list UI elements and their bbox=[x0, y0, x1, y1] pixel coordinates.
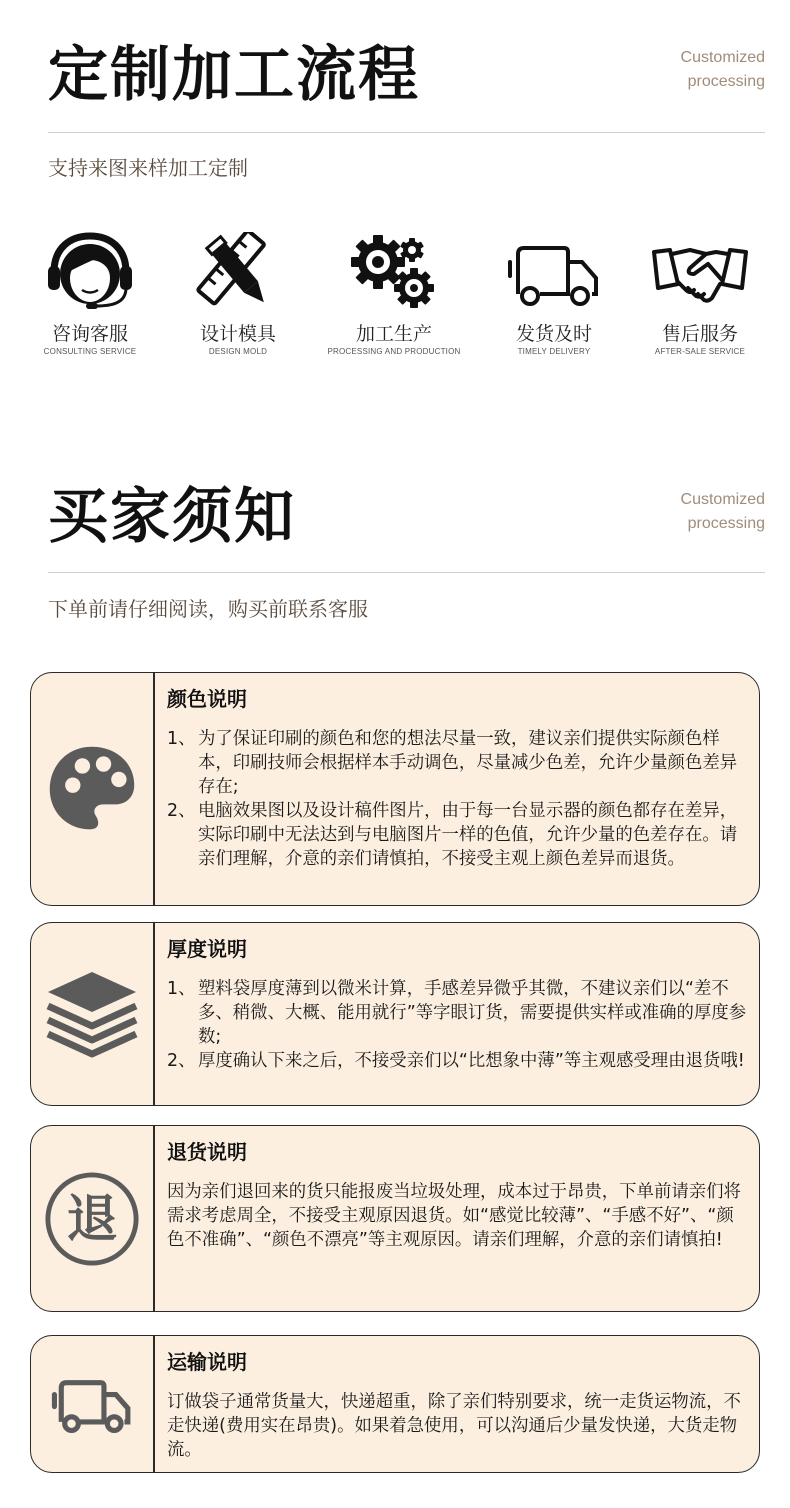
returns-card-title: 退货说明 bbox=[167, 1140, 247, 1164]
step-en-label: TIMELY DELIVERY bbox=[517, 347, 591, 356]
list-item-number: 2、 bbox=[167, 1051, 196, 1071]
process-en-line2: processing bbox=[687, 73, 765, 90]
step-consulting bbox=[20, 232, 160, 358]
layers-icon bbox=[42, 966, 142, 1062]
returns-icon-box bbox=[31, 1126, 153, 1311]
process-header bbox=[48, 40, 765, 140]
step-label: 加工生产 bbox=[355, 323, 432, 345]
step-design bbox=[168, 232, 308, 358]
list-item bbox=[167, 1049, 751, 1073]
thickness-icon-box bbox=[31, 923, 153, 1105]
card-divider bbox=[153, 1126, 155, 1311]
returns-card bbox=[30, 1125, 760, 1312]
step-en-label: AFTER-SALE SERVICE bbox=[654, 347, 746, 356]
notice-subtitle: 下单前请仔细阅读，购买前联系客服 bbox=[48, 597, 368, 621]
notice-en-title bbox=[681, 488, 765, 536]
process-divider bbox=[48, 132, 765, 133]
color-card-title: 颜色说明 bbox=[167, 687, 247, 711]
color-icon-box bbox=[31, 673, 153, 905]
pencil-ruler-icon bbox=[188, 232, 288, 314]
process-en-line1: Customized bbox=[680, 49, 765, 66]
truck-icon bbox=[504, 232, 604, 314]
headset-agent-icon bbox=[40, 232, 140, 314]
list-item-number: 1、 bbox=[167, 979, 196, 999]
thickness-card-title: 厚度说明 bbox=[167, 937, 247, 961]
step-label: 设计模具 bbox=[199, 323, 276, 345]
handshake-icon bbox=[650, 232, 750, 314]
palette-icon bbox=[44, 741, 140, 837]
step-delivery bbox=[484, 232, 624, 358]
thickness-card-list bbox=[167, 977, 751, 1073]
notice-divider bbox=[48, 572, 765, 573]
returns-card-content bbox=[167, 1138, 751, 1252]
card-divider bbox=[153, 923, 155, 1105]
list-item bbox=[167, 977, 751, 1049]
process-subtitle: 支持来图来样加工定制 bbox=[48, 156, 248, 180]
notice-en-line1: Customized bbox=[680, 491, 765, 508]
thickness-card-content bbox=[167, 935, 751, 1073]
returns-card-text: 因为亲们退回来的货只能报废当垃圾处理，成本过于昂贵，下单前请亲们将需求考虑周全，不接受主观原因退货。如“感觉比较薄”、“手感不好”、“颜色不准确”、“颜色不漂亮”等主观原因。请亲们理解，介意的亲们请慎拍! bbox=[167, 1182, 741, 1250]
color-card-content bbox=[167, 685, 751, 871]
list-item bbox=[167, 727, 751, 799]
step-en-label: PROCESSING AND PRODUCTION bbox=[327, 347, 461, 356]
return-badge-icon bbox=[43, 1170, 141, 1268]
list-item bbox=[167, 799, 751, 871]
process-steps bbox=[30, 232, 770, 372]
process-en-title bbox=[681, 46, 765, 94]
list-item-text: 电脑效果图以及设计稿件图片，由于每一台显示器的颜色都存在差异，实际印刷中无法达到与电脑图片一样的色值，允许少量的色差存在。请亲们理解，介意的亲们请慎拍，不接受主观上颜色差异而退货。 bbox=[198, 801, 738, 869]
gears-icon bbox=[344, 232, 444, 314]
color-card-list bbox=[167, 727, 751, 871]
notice-title: 买家须知 bbox=[48, 482, 296, 552]
list-item-number: 2、 bbox=[167, 801, 196, 821]
step-production bbox=[324, 232, 464, 358]
step-after-sale bbox=[630, 232, 770, 358]
shipping-card-text: 订做袋子通常货量大，快递超重，除了亲们特别要求，统一走货运物流，不走快递(费用实在昂贵)。如果着急使用，可以沟通后少量发快递，大货走物流。 bbox=[167, 1392, 741, 1460]
return-badge-char: 退 bbox=[66, 1190, 118, 1250]
step-en-label: CONSULTING SERVICE bbox=[43, 347, 137, 356]
shipping-card-content bbox=[167, 1348, 751, 1462]
color-card bbox=[30, 672, 760, 906]
notice-en-line2: processing bbox=[687, 515, 765, 532]
notice-header bbox=[48, 482, 765, 582]
list-item-text: 为了保证印刷的颜色和您的想法尽量一致，建议亲们提供实际颜色样本，印刷技师会根据样本手动调色，尽量减少色差，允许少量颜色差异存在; bbox=[198, 729, 738, 797]
list-item-text: 厚度确认下来之后，不接受亲们以“比想象中薄”等主观感受理由退货哦! bbox=[198, 1051, 745, 1071]
process-title: 定制加工流程 bbox=[48, 40, 420, 110]
list-item-text: 塑料袋厚度薄到以微米计算，手感差异微乎其微，不建议亲们以“差不多、稍微、大概、能用就行”等字眼订货，需要提供实样或准确的厚度参数; bbox=[198, 979, 747, 1047]
card-divider bbox=[153, 673, 155, 905]
shipping-card bbox=[30, 1335, 760, 1473]
card-divider bbox=[153, 1336, 155, 1472]
step-label: 售后服务 bbox=[661, 323, 738, 345]
thickness-card bbox=[30, 922, 760, 1106]
shipping-icon-box bbox=[31, 1336, 153, 1472]
list-item-number: 1、 bbox=[167, 729, 196, 749]
truck-icon bbox=[44, 1369, 140, 1439]
step-label: 发货及时 bbox=[515, 323, 592, 345]
step-label: 咨询客服 bbox=[51, 323, 128, 345]
step-en-label: DESIGN MOLD bbox=[208, 347, 268, 356]
shipping-card-title: 运输说明 bbox=[167, 1350, 247, 1374]
